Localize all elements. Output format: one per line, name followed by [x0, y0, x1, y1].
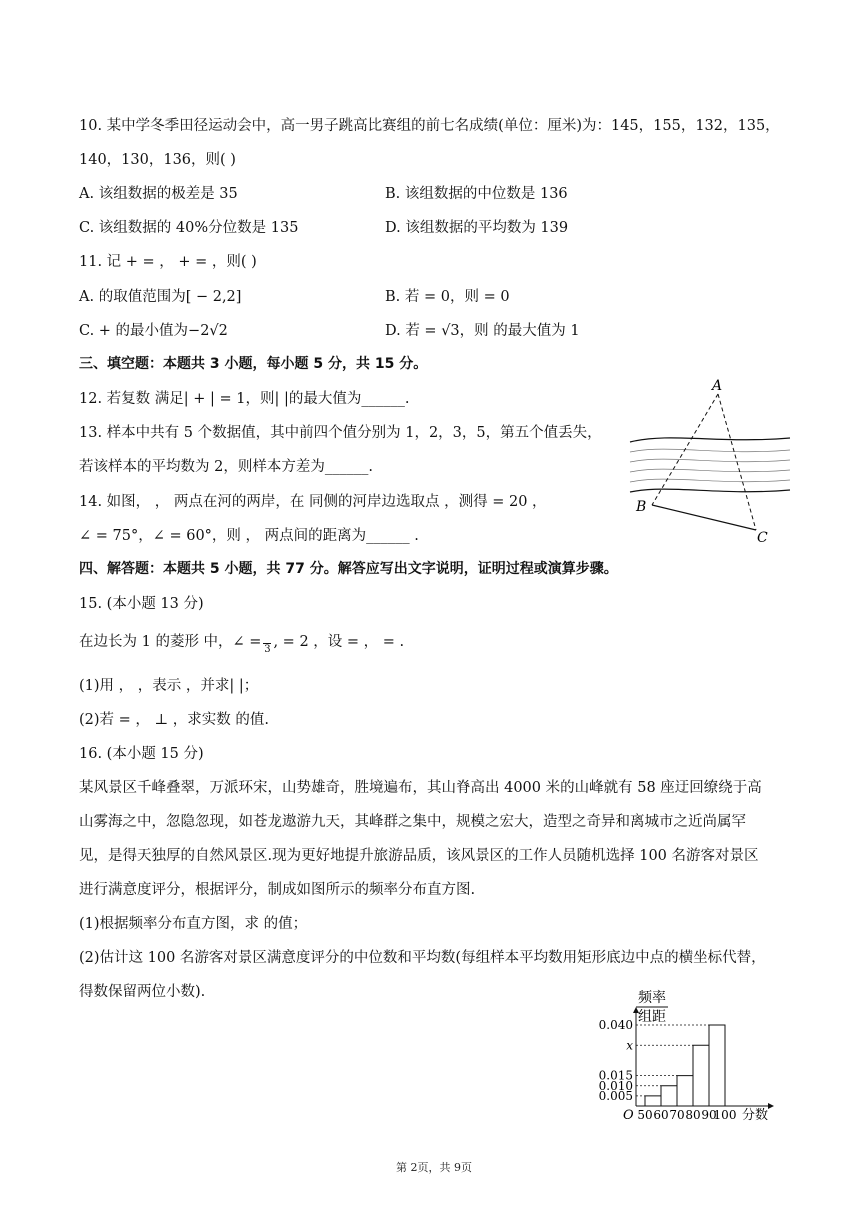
point-b-label: B [636, 499, 647, 515]
q16-part1: (1)根据频率分布直方图，求 的值； [79, 916, 308, 932]
q15-head: 15. (本小题 13 分) [79, 596, 204, 612]
x-tick-label: 70 [669, 1108, 685, 1122]
q15-stem [79, 630, 404, 655]
q16-line3: 见，是得天独厚的自然风景区.现为更好地提升旅游品质，该风景区的工作人员随机选择 100 名游客对景区 [79, 848, 759, 864]
q15-part1: (1)用 ， ，表示 ，并求| |； [79, 678, 259, 694]
section4-heading: 四、解答题：本题共 5 小题，共 77 分。解答应写出文字说明，证明过程或演算步骤。 [79, 561, 618, 577]
frequency-histogram [588, 985, 788, 1130]
x-tick-label: 90 [701, 1108, 717, 1122]
origin-label: O [623, 1108, 634, 1123]
q10-stem-line1: 10. 某中学冬季田径运动会中，高一男子跳高比赛组的前七名成绩(单位：厘米)为：145，155，132，135， [79, 118, 780, 134]
histogram-bar [661, 1086, 677, 1106]
river-figure [620, 372, 800, 552]
q14-line1: 14. 如图， ， 两点在河的两岸，在 同侧的河岸边选取点 ，测得 = 20 ， [79, 494, 547, 510]
x-tick-label: 50 [637, 1108, 653, 1122]
q11-stem: 11. 记 + = ， + = ，则( ) [79, 254, 257, 270]
page-footer: 第 2页，共 9页 [396, 1161, 472, 1174]
histogram-bar [693, 1045, 709, 1106]
y-tick-label: 0.040 [598, 1018, 633, 1032]
q10-option-b: B. 该组数据的中位数是 136 [385, 186, 568, 202]
q15-part2: (2)若 = ， ⊥ ，求实数 的值. [79, 712, 269, 728]
section3-heading: 三、填空题：本题共 3 小题，每小题 5 分，共 15 分。 [79, 356, 428, 372]
q15-stem-b: , = 2 ，设 = ， = . [273, 634, 405, 650]
q11-option-b: B. 若 = 0，则 = 0 [385, 289, 510, 305]
y-tick-label: 0.010 [598, 1078, 633, 1093]
q16-line4: 进行满意度评分，根据评分，制成如图所示的频率分布直方图. [79, 882, 476, 898]
q11-option-c: C. + 的最小值为−2√2 [79, 323, 228, 339]
ylabel-bottom: 组距 [638, 1009, 666, 1025]
histogram-bar [677, 1076, 693, 1106]
x-tick-label: 60 [653, 1108, 669, 1122]
q16-line1: 某风景区千峰叠翠，万派环宋，山势雄奇，胜境遍布，其山脊高出 4000 米的山峰就有 58 座迂回缭绕于高 [79, 780, 762, 796]
q11-option-a: A. 的取值范围为[ − 2,2] [79, 289, 242, 305]
q10-stem-line2: 140，130，136，则( ) [79, 152, 236, 168]
q10-option-d: D. 该组数据的平均数为 139 [385, 220, 569, 236]
q16-part2-line1: (2)估计这 100 名游客对景区满意度评分的中位数和平均数(每组样本平均数用矩形底边中点的横坐标代替， [79, 950, 766, 966]
q14-line2: ∠ = 75°，∠ = 60°，则 ， 两点间的距离为______ . [79, 528, 419, 544]
q16-part2-line2: 得数保留两位小数). [79, 984, 206, 1000]
q16-line2: 山雾海之中，忽隐忽现，如苍龙遨游九天，其峰群之集中，规模之宏大，造型之奇异和离城市之近尚属罕 [79, 814, 746, 830]
y-tick-label: 0.005 [598, 1088, 633, 1103]
x-axis-arrow [768, 1103, 774, 1109]
point-c-label: C [757, 530, 768, 546]
q15-stem-a: 在边长为 1 的菱形 中，∠ = [79, 634, 262, 650]
q15-fraction: 3 [264, 644, 271, 655]
q16-head: 16. (本小题 15 分) [79, 746, 204, 762]
ylabel-top: 频率 [638, 990, 666, 1006]
histogram-bar [709, 1025, 725, 1106]
x-tick-label: 100 [713, 1108, 737, 1122]
x-tick-label: 80 [685, 1108, 701, 1122]
y-tick-label: x [626, 1038, 633, 1053]
point-a-label: A [712, 378, 723, 394]
q12-text: 12. 若复数 满足| + | = 1，则| |的最大值为______. [79, 391, 410, 407]
histogram-bar [645, 1096, 661, 1106]
q13-line2: 若该样本的平均数为 2，则样本方差为______. [79, 459, 373, 475]
xlabel: 分数 [742, 1108, 769, 1123]
q10-option-a: A. 该组数据的极差是 35 [79, 186, 238, 202]
q10-option-c: C. 该组数据的 40%分位数是 135 [79, 220, 299, 236]
q13-line1: 13. 样本中共有 5 个数据值，其中前四个值分别为 1，2，3，5，第五个值丢失， [79, 425, 602, 441]
q11-option-d: D. 若 = √3，则 的最大值为 1 [385, 323, 580, 339]
y-tick-label: 0.015 [598, 1068, 633, 1083]
